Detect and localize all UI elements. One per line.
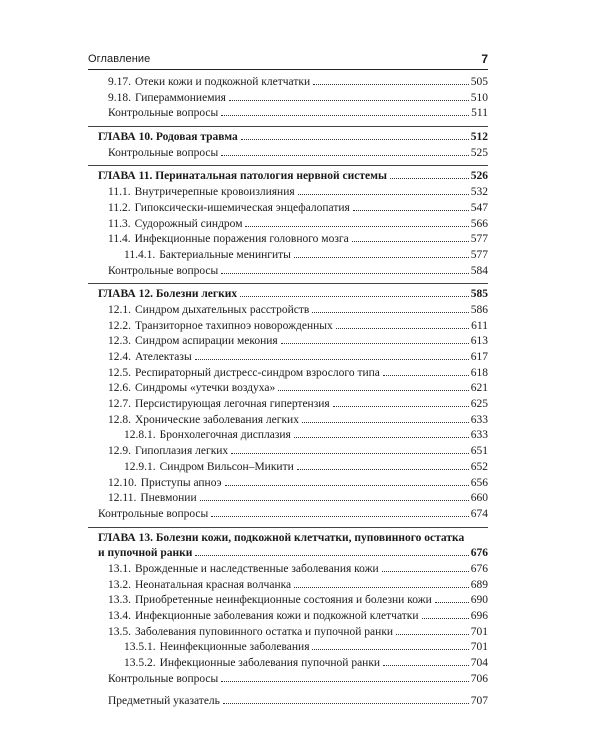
- toc-entry-page: 586: [470, 303, 488, 316]
- toc-entry[interactable]: [88, 304, 488, 320]
- toc-entry-title: Хронические заболевания легких: [135, 413, 299, 426]
- toc-entry-title: Судорожный синдром: [134, 217, 243, 230]
- toc-entry[interactable]: [88, 461, 488, 477]
- toc-entry[interactable]: [88, 265, 488, 281]
- toc-entry-title: Бактериальные менингиты: [159, 248, 291, 261]
- toc-entry-number: 13.3.: [108, 594, 131, 607]
- toc-entry[interactable]: [88, 579, 488, 595]
- toc-entry-number: 13.5.2.: [124, 657, 156, 670]
- toc-chapter-entry[interactable]: [88, 547, 488, 563]
- toc-entry-page: 613: [470, 335, 488, 348]
- toc-entry-number: 12.1.: [108, 303, 131, 316]
- toc-entry-title: ГЛАВА 11. Перинатальная патология нервной системы: [98, 170, 387, 183]
- dot-leader: [422, 618, 469, 619]
- toc-entry-page: 617: [470, 351, 488, 363]
- toc-entry[interactable]: [88, 445, 488, 461]
- dot-leader: [312, 649, 468, 650]
- toc-entry[interactable]: [88, 249, 488, 265]
- toc-entry-page: 676: [470, 547, 488, 560]
- toc-entry-page: 633: [470, 429, 488, 442]
- toc-entry-page: 651: [470, 445, 488, 458]
- toc-entry-page: 510: [470, 91, 488, 104]
- toc-entry-title: Персистирующая легочная гипертензия: [135, 398, 330, 411]
- toc-entry-page: 618: [470, 366, 488, 379]
- toc-chapter-entry[interactable]: [88, 288, 488, 304]
- dot-leader: [195, 555, 468, 556]
- toc-entry-page: 656: [470, 476, 488, 489]
- dot-leader: [382, 571, 469, 572]
- toc-entry[interactable]: [88, 382, 488, 398]
- toc-entry-title: Контрольные вопросы: [98, 507, 209, 520]
- toc-entry-page: 566: [470, 217, 488, 230]
- dot-leader: [221, 155, 469, 156]
- toc-entry-page: 701: [470, 625, 488, 638]
- toc-entry[interactable]: [88, 414, 488, 430]
- toc-entry[interactable]: [88, 508, 488, 524]
- toc-entry-number: 13.2.: [108, 578, 131, 591]
- toc-entry-page: 696: [470, 610, 488, 622]
- dot-leader: [353, 210, 469, 211]
- toc-entry-title: Контрольные вопросы: [108, 107, 219, 120]
- toc-entry-title: Приступы апноэ: [140, 476, 222, 489]
- toc-entry-page: 547: [470, 201, 488, 214]
- toc-entry-title: Инфекционные поражения головного мозга: [134, 233, 349, 246]
- dot-leader: [336, 328, 469, 329]
- toc-entry-page: 532: [470, 186, 488, 199]
- page-header: [88, 50, 488, 68]
- toc-entry[interactable]: [88, 202, 488, 218]
- toc-entry-title: Внутричерепные кровоизлияния: [134, 186, 295, 199]
- section-divider: [88, 165, 488, 166]
- dot-leader: [396, 634, 469, 635]
- toc-entry-title: Транзиторное тахипноэ новорожденных: [135, 319, 333, 332]
- toc-entry-number: 12.4.: [108, 351, 131, 363]
- toc-entry-title: Пневмонии: [140, 492, 197, 505]
- toc-entry-page: 577: [470, 248, 488, 261]
- dot-leader: [298, 194, 469, 195]
- toc-entry-title: Гипоплазия легких: [135, 445, 229, 458]
- toc-entry-title: Предметный указатель: [108, 695, 220, 708]
- toc-entry-number: 12.9.: [108, 445, 131, 458]
- toc-entry-title: Гипоксически-ишемическая энцефалопатия: [134, 201, 350, 214]
- toc-entry[interactable]: [88, 92, 488, 108]
- toc-entry-number: 13.5.1.: [124, 641, 156, 654]
- toc-entry-title: Заболевания пуповинного остатка и пупочной ранки: [135, 625, 394, 638]
- dot-leader: [435, 602, 469, 603]
- dot-leader: [333, 406, 469, 407]
- toc-entry-number: 12.5.: [108, 366, 131, 379]
- running-title: Оглавление: [88, 53, 151, 65]
- dot-leader: [390, 178, 469, 179]
- toc-entry-number: 11.3.: [108, 217, 131, 230]
- toc-entry[interactable]: [88, 492, 488, 508]
- toc-entry-title: Синдромы «утечки воздуха»: [135, 382, 276, 395]
- toc-entry-page: 676: [470, 562, 488, 575]
- toc-entry-title: ГЛАВА 12. Болезни легких: [98, 288, 238, 301]
- toc-entry-page: 526: [470, 170, 488, 183]
- toc-entry[interactable]: [88, 673, 488, 689]
- section-gap: [88, 688, 488, 695]
- toc-entry-page: 621: [470, 382, 488, 395]
- toc-entry-title: Ателектазы: [135, 351, 192, 363]
- toc-entry[interactable]: [88, 107, 488, 123]
- dot-leader: [313, 84, 469, 85]
- section-divider: [88, 126, 488, 127]
- dot-leader: [211, 516, 469, 517]
- toc-entry-number: 12.3.: [108, 335, 131, 348]
- toc-entry-title: Синдром аспирации мекония: [135, 335, 278, 348]
- toc-entry-number: 13.1.: [108, 562, 131, 575]
- toc-entry-number: 12.8.1.: [124, 429, 156, 442]
- dot-leader: [225, 485, 469, 486]
- toc-entry[interactable]: [88, 626, 488, 642]
- toc-entry-page: 525: [470, 146, 488, 159]
- toc-entry-page: 706: [470, 672, 488, 685]
- toc-entry-number: 11.1.: [108, 186, 131, 199]
- dot-leader: [221, 115, 469, 116]
- toc-entry-title: Неинфекционные заболевания: [159, 641, 310, 654]
- dot-leader: [223, 703, 469, 704]
- toc-entry-title: Неонатальная красная волчанка: [135, 578, 292, 591]
- header-divider: [88, 69, 488, 70]
- dot-leader: [240, 296, 469, 297]
- toc-entry-title: Инфекционные заболевания пупочной ранки: [159, 657, 381, 670]
- toc-entry[interactable]: [88, 610, 488, 626]
- toc-entry-title: и пупочной ранки: [98, 547, 193, 560]
- toc-entry-number: 13.5.: [108, 625, 131, 638]
- toc-entry-title: Отеки кожи и подкожной клетчатки: [135, 76, 311, 88]
- toc-entry-number: 12.7.: [108, 398, 131, 411]
- toc-entry-page: 689: [470, 578, 488, 591]
- toc-entry-page: 701: [470, 641, 488, 654]
- toc-entry-title: Респираторный дистресс-синдром взрослого типа: [135, 366, 380, 379]
- dot-leader: [278, 390, 469, 391]
- toc-entry[interactable]: [88, 76, 488, 92]
- toc-entry[interactable]: [88, 429, 488, 445]
- toc-entry-page: 625: [470, 398, 488, 411]
- toc-entry[interactable]: [88, 335, 488, 351]
- toc-entry-title: Инфекционные заболевания кожи и подкожной клетчатки: [135, 610, 419, 622]
- toc-entry-number: 9.17.: [108, 76, 131, 88]
- page-number: 7: [481, 52, 488, 66]
- dot-leader: [195, 359, 469, 360]
- toc-entry-title: ГЛАВА 13. Болезни кожи, подкожной клетчатки, пуповинного остатка: [98, 531, 465, 544]
- toc-entry-page: 690: [470, 594, 488, 607]
- toc-chapter-entry[interactable]: [88, 170, 488, 186]
- toc-entry[interactable]: [88, 186, 488, 202]
- toc-entry-title: Гипераммониемия: [135, 91, 226, 104]
- toc-entry[interactable]: [88, 233, 488, 249]
- toc-entry-number: 11.4.1.: [124, 248, 156, 261]
- toc-entry-number: 11.2.: [108, 201, 131, 214]
- toc-entry-page: 674: [470, 507, 488, 520]
- toc-entry[interactable]: [88, 147, 488, 163]
- dot-leader: [281, 343, 469, 344]
- toc-entry-title: Бронхолегочная дисплазия: [159, 429, 291, 442]
- toc-entry-title: Контрольные вопросы: [108, 264, 219, 277]
- toc-entry-number: 9.18.: [108, 91, 131, 104]
- toc-entry-number: 12.9.1.: [124, 460, 156, 473]
- dot-leader: [383, 665, 469, 666]
- toc-entry-page: 660: [470, 492, 488, 505]
- toc-entry-title: Синдром дыхательных расстройств: [135, 303, 310, 316]
- dot-leader: [312, 312, 468, 313]
- toc-entry-title: ГЛАВА 10. Родовая травма: [98, 131, 238, 144]
- toc-entry-page: 707: [470, 695, 488, 708]
- toc-chapter-entry[interactable]: [88, 532, 488, 548]
- toc-entry-page: 584: [470, 264, 488, 277]
- section-divider: [88, 527, 488, 528]
- dot-leader: [245, 226, 468, 227]
- toc-entry-number: 11.4.: [108, 233, 131, 246]
- dot-leader: [241, 139, 469, 140]
- toc-entry-page: 611: [471, 319, 488, 332]
- toc-entry-number: 12.11.: [108, 492, 137, 505]
- toc-entry-title: Врожденные и наследственные заболевания кожи: [135, 562, 379, 575]
- dot-leader: [352, 241, 469, 242]
- toc-entry-number: 12.10.: [108, 476, 137, 489]
- toc-chapter-entry[interactable]: [88, 131, 488, 147]
- dot-leader: [200, 500, 469, 501]
- toc-entry-number: 12.2.: [108, 319, 131, 332]
- dot-leader: [294, 437, 469, 438]
- toc-entry[interactable]: [88, 320, 488, 336]
- dot-leader: [294, 257, 469, 258]
- table-of-contents: [88, 76, 488, 711]
- toc-entry-page: 512: [470, 131, 488, 144]
- dot-leader: [302, 422, 469, 423]
- toc-entry-page: 577: [470, 233, 488, 246]
- section-divider: [88, 283, 488, 284]
- dot-leader: [229, 100, 469, 101]
- dot-leader: [297, 469, 469, 470]
- toc-entry-title: Синдром Вильсон–Микити: [159, 460, 294, 473]
- toc-entry-page: 704: [470, 657, 488, 670]
- toc-entry[interactable]: [88, 594, 488, 610]
- toc-entry[interactable]: [88, 695, 488, 711]
- toc-entry-number: 12.6.: [108, 382, 131, 395]
- dot-leader: [221, 681, 469, 682]
- toc-entry-page: 633: [470, 413, 488, 426]
- dot-leader: [383, 375, 469, 376]
- toc-entry-page: 652: [470, 460, 488, 473]
- toc-entry[interactable]: [88, 351, 488, 367]
- toc-entry-page: 511: [471, 107, 488, 120]
- toc-entry[interactable]: [88, 563, 488, 579]
- toc-entry[interactable]: [88, 657, 488, 673]
- toc-entry-number: 12.8.: [108, 413, 131, 426]
- dot-leader: [294, 587, 469, 588]
- dot-leader: [231, 453, 469, 454]
- toc-entry[interactable]: [88, 398, 488, 414]
- toc-entry[interactable]: [88, 218, 488, 234]
- toc-entry-number: 13.4.: [108, 610, 131, 622]
- dot-leader: [221, 273, 469, 274]
- toc-entry[interactable]: [88, 641, 488, 657]
- toc-entry[interactable]: [88, 477, 488, 493]
- toc-entry[interactable]: [88, 367, 488, 383]
- toc-entry-title: Контрольные вопросы: [108, 146, 219, 159]
- toc-entry-page: 505: [470, 76, 488, 88]
- toc-entry-title: Приобретенные неинфекционные состояния и болезни кожи: [135, 594, 432, 607]
- toc-entry-page: 585: [470, 288, 488, 301]
- toc-entry-title: Контрольные вопросы: [108, 672, 219, 685]
